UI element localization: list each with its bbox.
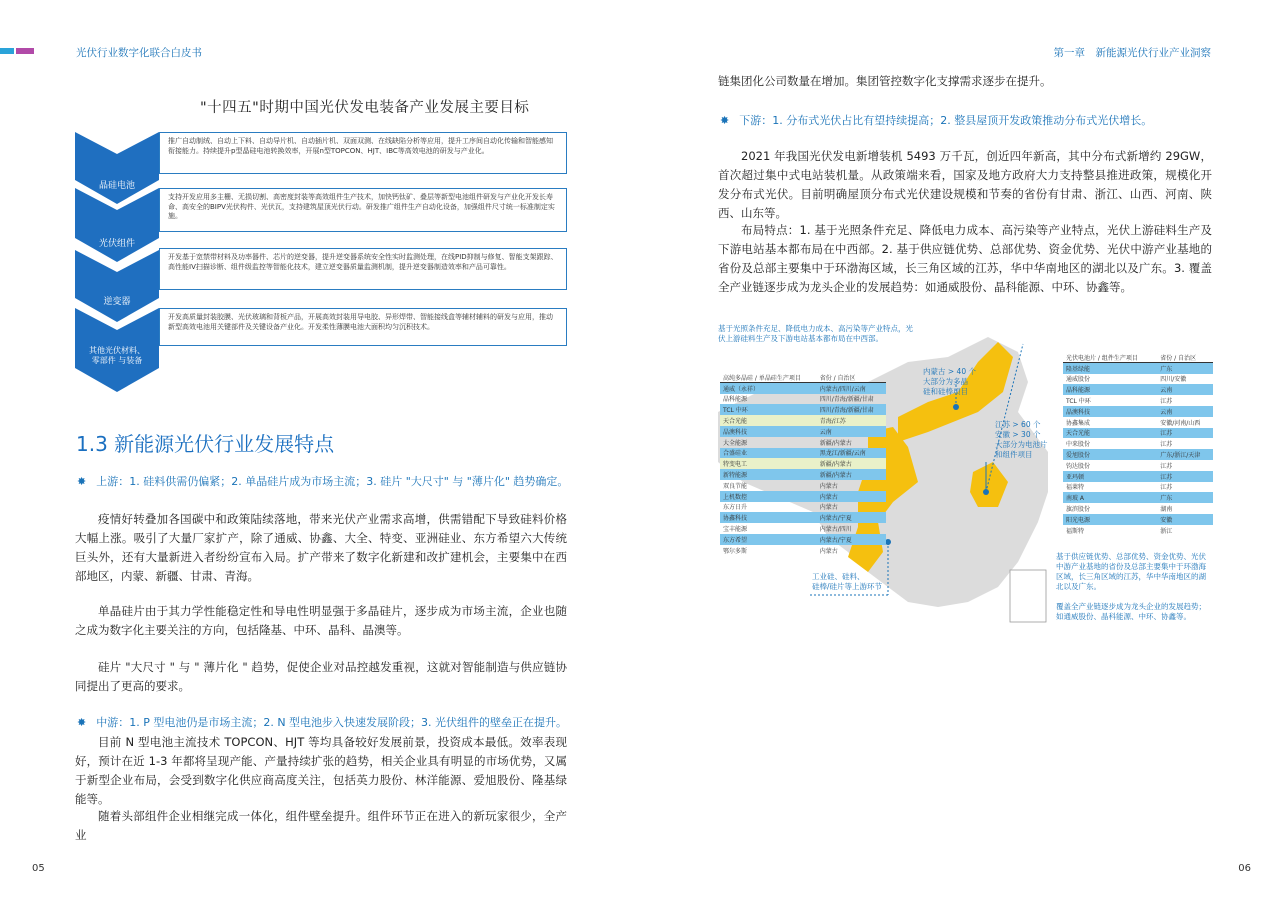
table-cell: 东方希望 [720, 534, 817, 545]
right-running-header: 第一章 新能源光伏行业产业洞察 [1053, 47, 1211, 59]
table-cell: 广东 [1157, 492, 1213, 503]
downstream-bullet [720, 112, 1152, 128]
table-cell: 晶科能源 [1063, 384, 1157, 395]
table-row [720, 534, 886, 545]
table-header: 光伏电池片 / 组件生产项目 [1063, 352, 1157, 363]
bullet-icon: ✸ [77, 716, 87, 729]
upstream-project-table [720, 372, 886, 556]
table-cell: 黑龙江/新疆/云南 [817, 448, 886, 459]
table-row [1063, 438, 1213, 449]
table-row [1063, 428, 1213, 439]
upstream-bullet [77, 473, 568, 489]
table-row [720, 426, 886, 437]
table-cell: 特变电工 [720, 458, 817, 469]
table-cell: 钧达股份 [1066, 462, 1091, 470]
table-cell: 江苏 [1160, 484, 1173, 492]
table-row [720, 394, 886, 405]
table-cell: 晶澳科技 [1063, 406, 1157, 417]
table-cell: 协鑫科技 [720, 512, 817, 523]
table-cell: 中来股份 [1066, 441, 1091, 449]
table-row [1063, 363, 1213, 374]
map-note-fullchain: 覆盖全产业链逐步成为龙头企业的发展趋势；如通威股份、晶科能源、中环、协鑫等。 [1056, 602, 1206, 621]
table-cell: 福斯特 [1066, 527, 1085, 535]
table-cell: 内蒙古/四川 [819, 526, 852, 534]
stage-label-3: 逆变器 [103, 297, 131, 307]
table-cell: 青海/江苏 [817, 415, 886, 426]
table-row [1063, 460, 1213, 471]
table-cell: 天合光能 [720, 415, 817, 426]
table-cell: 四川/青海/新疆/甘肃 [819, 396, 874, 404]
paragraph-1: 疫情好转叠加各国碳中和政策陆续落地，带来光伏产业需求高增，供需错配下导致硅料价格大幅上涨。吸引了大量厂家扩产，除了通威、协鑫、大全、特变、亚洲硅业、东方希望六大传统巨头外，还有大量新进入者纷纷宣布入局。扩产带来了数字化新建和改扩建机会，主要集中在西部地区，内蒙、新疆、甘肃、青海。 [75, 512, 567, 583]
table-cell: 晶科能源 [723, 396, 748, 404]
table-cell: 云南 [817, 426, 886, 437]
midstream-bullet [77, 714, 567, 730]
table-cell: 隆基绿能 [1063, 363, 1157, 374]
table-cell: 天合光能 [1063, 428, 1157, 439]
midstream-project-table [1063, 352, 1213, 536]
table-cell: 广东/浙江/天津 [1157, 449, 1213, 460]
table-row [1063, 449, 1213, 460]
table-cell: 内蒙古 [817, 491, 886, 502]
table-row [1063, 406, 1213, 417]
table-cell: 江苏 [1160, 398, 1173, 406]
right-paragraph-2: 布局特点：1. 基于光照条件充足、降低电力成本、高污染等产业特点，光伏上游硅料生产及下游电站基本都布局在中西部。2. 基于供应链优势、总部优势、资金优势、光伏中游产业基地的省份及总部主要集中于环渤海区域，长三角区域的江苏，华中华南地区的湖北以及广东。3. 覆盖全产业链逐步成为龙头企业的发展趋势：如通威股份、晶科能源、中环、协鑫等。 [718, 223, 1212, 294]
table-row [720, 415, 886, 426]
table-row [720, 491, 886, 502]
table-row [1063, 417, 1213, 428]
stage-text-1: 推广自动制绒、自动上下料、自动导片机、自动插片机、双面双测、在线缺陷分析等应用，提升工序间自动化传输和智能感知衔接能力。持续提升p型晶硅电池转换效率，开展n型TOPCON、HJT、IBC等高效电池的研发与产业化。 [159, 132, 567, 174]
table-cell: 安徽 [1157, 514, 1213, 525]
table-cell: 南玻 A [1063, 492, 1157, 503]
bullet-icon: ✸ [77, 475, 87, 488]
table-cell: 合盛硅业 [720, 448, 817, 459]
table-row [720, 512, 886, 523]
paragraph-3: 硅片 "大尺寸 " 与 " 薄片化 " 趋势，促使企业对品控越发重视，这就对智能制造与供应链协同提出了更高的要求。 [75, 660, 567, 693]
downstream-text: 下游：1. 分布式光伏占比有望持续提高；2. 整县屋顶开发政策推动分布式光伏增长。 [739, 114, 1153, 127]
stage-label-2: 光伏组件 [98, 239, 135, 249]
table-cell: 爱旭股份 [1063, 449, 1157, 460]
table-cell: 通威（永祥） [720, 383, 817, 394]
table-cell: 晶澳科技 [720, 426, 817, 437]
right-paragraph-0: 链集团化公司数量在增加。集团管控数字化支撑需求逐步在提升。 [718, 74, 1052, 88]
table-cell: TCL 中环 [720, 404, 817, 415]
table-cell: 湖南 [1160, 506, 1173, 514]
stage-text-4: 开发高质量封装胶膜、光伏玻璃和背板产品，开展高效封装用导电胶、异形焊带、智能接线盒等辅材辅料的研发与应用，推动新型高效电池用关键部件及关键设备产业化。开发柔性薄膜电池大面积均匀沉积技术。 [159, 308, 567, 346]
table-row [1063, 482, 1213, 493]
midstream-text: 中游：1. P 型电池仍是市场主流；2. N 型电池步入快速发展阶段；3. 光伏组件的壁垒正在提升。 [96, 716, 568, 729]
table-row [1063, 525, 1213, 536]
table-cell: 四川/安徽 [1160, 376, 1187, 384]
table-cell: 内蒙古 [819, 482, 838, 490]
table-cell: 福莱特 [1066, 484, 1085, 492]
section-title: 1.3 新能源光伏行业发展特点 [76, 432, 335, 456]
table-cell: 阳光电源 [1063, 514, 1157, 525]
table-cell: 云南 [1157, 406, 1213, 417]
table-cell: 新疆/内蒙古 [817, 469, 886, 480]
table-cell: 上机数控 [720, 491, 817, 502]
paragraph-4: 目前 N 型电池主流技术 TOPCON、HJT 等均具备较好发展前景，投资成本最低。效率表现好，预计在近 1-3 年都将呈现产能、产量持续扩张的趋势，相关企业具有明显的市场优势，又属于新型企业布局，会受到数字化供应商高度关注，包括英力股份、林洋能源、爱旭股份、隆基绿能等。 [75, 735, 567, 806]
table-cell: 新疆/内蒙古 [819, 439, 852, 447]
table-cell: 新特能源 [720, 469, 817, 480]
table-cell: 四川/青海/新疆/甘肃 [817, 404, 886, 415]
china-pv-map [718, 322, 1218, 632]
bullet-icon: ✸ [720, 114, 730, 127]
table-cell: 通威股份 [1066, 376, 1091, 384]
table-cell: 内蒙古 [819, 504, 838, 512]
upstream-text: 上游：1. 硅料供需仍偏紧；2. 单晶硅片成为市场主流；3. 硅片 "大尺寸" 与 "薄片化" 趋势确定。 [96, 475, 569, 488]
table-cell: TCL 中环 [1066, 398, 1091, 406]
map-note-west: 基于光照条件充足、降低电力成本、高污染等产业特点，光伏上游硅料生产及下游电站基本都布局在中西部。 [718, 324, 913, 343]
table-cell: 江苏 [1157, 428, 1213, 439]
map-note-jiangsu: 江苏 > 60 个 安徽 > 30 个 大部分为电池片 和组件项目 [995, 420, 1048, 459]
table-cell: 东方日升 [723, 504, 748, 512]
table-cell: 广东 [1157, 363, 1213, 374]
table-cell: 江苏 [1160, 462, 1173, 470]
table-row [720, 523, 886, 534]
map-note-neimenggu: 内蒙古 > 40 个 大部分为多晶 硅和硅棒项目 [923, 367, 976, 396]
stage-label-1: 晶硅电池 [98, 181, 135, 191]
table-header: 省份 / 自治区 [1157, 352, 1213, 363]
header-blue-bar [0, 48, 14, 54]
map-note-midstream: 基于供应链优势、总部优势、资金优势、光伏中游产业基地的省份及总部主要集中于环渤海区域，长三角区域的江苏，华中华南地区的湖北以及广东。 [1056, 552, 1206, 591]
table-row [720, 545, 886, 556]
chart-title: "十四五"时期中国光伏发电装备产业发展主要目标 [200, 100, 530, 116]
page-number-left: 05 [32, 863, 45, 874]
table-cell: 内蒙古 [819, 547, 838, 555]
table-row [720, 480, 886, 491]
table-row [720, 404, 886, 415]
table-row [720, 458, 886, 469]
table-row [1063, 471, 1213, 482]
goal-flow-diagram [75, 128, 567, 393]
table-row [1063, 514, 1213, 525]
table-cell: 江苏 [1157, 471, 1213, 482]
table-row [1063, 384, 1213, 395]
stage-text-2: 支持开发应用多主栅、无损切割、高密度封装等高效组件生产技术，加快钙钛矿、叠层等新型电池组件研发与产业化开发长寿命、高安全的BIPV光伏构件、光伏瓦，支持建筑屋顶光伏行动。研发推广组件生产自动化设备，加强组件尺寸统一标准制定实施。 [159, 188, 567, 232]
table-row [1063, 503, 1213, 514]
table-cell: 内蒙古/宁夏 [817, 512, 886, 523]
table-row [720, 469, 886, 480]
table-cell: 宝丰能源 [723, 526, 748, 534]
right-paragraph-1: 2021 年我国光伏发电新增装机 5493 万千瓦，创近四年新高，其中分布式新增约 29GW，首次超过集中式电站装机量。从政策端来看，国家及地方政府大力支持整县推进政策，规模化开发分布式光伏。目前明确屋顶分布式光伏建设规模和节奏的省份有甘肃、浙江、山西、河南、陕西、山东等。 [718, 149, 1212, 220]
table-header: 高纯多晶硅 / 单晶硅生产项目 [720, 372, 817, 383]
table-row [1063, 374, 1213, 385]
table-cell: 亚玛顿 [1063, 471, 1157, 482]
table-row [720, 502, 886, 513]
table-cell: 双良节能 [723, 482, 748, 490]
table-row [720, 448, 886, 459]
table-cell: 江苏 [1160, 441, 1173, 449]
page-number-right: 06 [1238, 863, 1251, 874]
table-cell: 云南 [1157, 384, 1213, 395]
left-running-header: 光伏行业数字化联合白皮书 [76, 47, 202, 59]
table-cell: 鄂尔多斯 [723, 547, 748, 555]
table-cell: 安徽/河南/山西 [1160, 419, 1201, 427]
table-cell: 浙江 [1160, 527, 1173, 535]
header-purple-bar [16, 48, 34, 54]
table-cell: 内蒙古/四川/云南 [817, 383, 886, 394]
table-row [1063, 395, 1213, 406]
stage-text-3: 开发基于宽禁带材料及功率器件、芯片的逆变器，提升逆变器系统安全性实时监测处理，在线PID抑制与修复、智能支架跟踪、高性能IV扫描诊断、组件级监控等智能化技术，建立逆变器质量监测机制，提升逆变器制造效率和产品可靠性。 [159, 248, 567, 290]
table-row [720, 437, 886, 448]
table-row [720, 383, 886, 394]
table-row [1063, 492, 1213, 503]
table-cell: 内蒙古/宁夏 [817, 534, 886, 545]
table-cell: 新疆/内蒙古 [817, 458, 886, 469]
table-cell: 协鑫集成 [1066, 419, 1091, 427]
table-cell: 旗滨股份 [1066, 506, 1091, 514]
paragraph-2: 单晶硅片由于其力学性能稳定性和导电性明显强于多晶硅片，逐步成为市场主流，企业也随之成为数字化主要关注的方向，包括隆基、中环、晶科、晶澳等。 [75, 604, 567, 637]
map-note-upstream: 工业硅、硅料、 硅棒/硅片等上游环节 [812, 572, 883, 591]
paragraph-5: 随着头部组件企业相继完成一体化，组件壁垒提升。组件环节正在进入的新玩家很少，全产业 [75, 809, 567, 842]
table-cell: 大全能源 [723, 439, 748, 447]
table-header: 省份 / 自治区 [817, 372, 886, 383]
stage-label-4: 其他光伏材料、 零部件 与装备 [89, 346, 145, 365]
